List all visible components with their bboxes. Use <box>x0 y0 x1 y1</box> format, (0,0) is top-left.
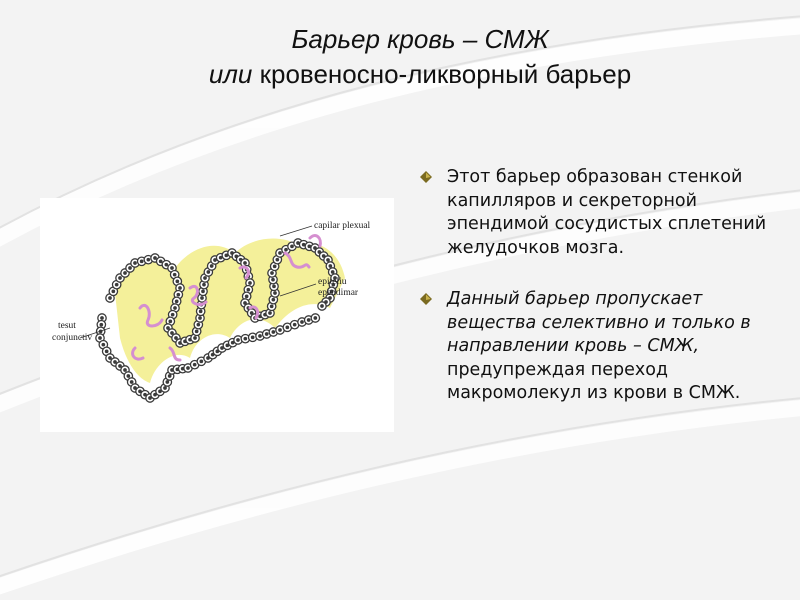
cell-nucleus <box>210 265 212 267</box>
cell-nucleus <box>134 262 136 264</box>
cell-nucleus <box>231 341 233 343</box>
cell-nucleus <box>249 282 251 284</box>
cell-nucleus <box>302 243 304 245</box>
cell-nucleus <box>301 321 303 323</box>
cell-nucleus <box>293 323 295 325</box>
cell-nucleus <box>244 337 246 339</box>
label-tesut: tesut <box>58 321 76 331</box>
cell-nucleus <box>177 293 179 295</box>
cell-nucleus <box>225 254 227 256</box>
cell-nucleus <box>214 259 216 261</box>
cell-nucleus <box>171 313 173 315</box>
cell-nucleus <box>127 375 129 377</box>
cell-nucleus <box>171 332 173 334</box>
cell-nucleus <box>197 323 199 325</box>
label-epiteliu: epiteliu <box>318 277 347 287</box>
cell-nucleus <box>201 297 203 299</box>
cell-nucleus <box>130 381 132 383</box>
cell-nucleus <box>164 387 166 389</box>
cell-nucleus <box>285 248 287 250</box>
cell-nucleus <box>272 331 274 333</box>
cell-nucleus <box>272 298 274 300</box>
cell-nucleus <box>221 347 223 349</box>
title-line-1: Барьер кровь – СМЖ <box>291 24 549 54</box>
bullet-text-1: Этот барьер образован стенкой капилляров и секреторной эпендимой сосудистых сплетений желудочков мозга. <box>447 167 767 258</box>
cell-nucleus <box>204 277 206 279</box>
title-line-2-rest: кровеносно-ликворный барьер <box>252 59 632 89</box>
cell-nucleus <box>175 337 177 339</box>
slide-title <box>0 22 800 92</box>
cell-nucleus <box>129 267 131 269</box>
cell-nucleus <box>173 273 175 275</box>
cell-nucleus <box>159 260 161 262</box>
cell-nucleus <box>307 319 309 321</box>
cell-nucleus <box>187 367 189 369</box>
cell-nucleus <box>331 271 333 273</box>
cell-nucleus <box>199 317 201 319</box>
cell-nucleus <box>202 290 204 292</box>
cell-nucleus <box>115 283 117 285</box>
cell-nucleus <box>165 263 167 265</box>
cell-nucleus <box>193 363 195 365</box>
cell-nucleus <box>176 280 178 282</box>
bullet-item-1 <box>420 166 780 260</box>
cell-nucleus <box>194 337 196 339</box>
cell-nucleus <box>105 350 107 352</box>
cell-nucleus <box>203 283 205 285</box>
choroid-plexus-figure <box>40 198 394 432</box>
cell-nucleus <box>100 323 102 325</box>
label-conjunctiv: conjunctiv <box>52 333 93 343</box>
cell-nucleus <box>297 242 299 244</box>
cell-nucleus <box>291 245 293 247</box>
cell-nucleus <box>286 326 288 328</box>
cell-nucleus <box>247 288 249 290</box>
cell-nucleus <box>237 339 239 341</box>
cell-nucleus <box>147 258 149 260</box>
cell-nucleus <box>99 337 101 339</box>
cell-nucleus <box>169 320 171 322</box>
cell-nucleus <box>102 343 104 345</box>
bullet-text-2-plain: предупреждая переход макромолекул из крови в СМЖ. <box>447 359 741 403</box>
cell-nucleus <box>273 285 275 287</box>
cell-nucleus <box>274 292 276 294</box>
cell-nucleus <box>269 312 271 314</box>
cell-nucleus <box>245 295 247 297</box>
cell-nucleus <box>226 344 228 346</box>
cell-nucleus <box>114 361 116 363</box>
cell-nucleus <box>327 259 329 261</box>
cell-nucleus <box>219 256 221 258</box>
cell-nucleus <box>272 278 274 280</box>
cell-nucleus <box>314 317 316 319</box>
cell-nucleus <box>101 317 103 319</box>
bullet-diamond-icon <box>420 293 432 305</box>
title-line-2 <box>0 56 800 92</box>
cell-nucleus <box>179 287 181 289</box>
cell-nucleus <box>168 375 170 377</box>
cell-nucleus <box>112 290 114 292</box>
cell-nucleus <box>167 327 169 329</box>
cell-nucleus <box>171 267 173 269</box>
cell-nucleus <box>175 300 177 302</box>
cell-nucleus <box>140 260 142 262</box>
cell-nucleus <box>276 258 278 260</box>
label-ependimar: ependimar <box>318 288 359 298</box>
cell-nucleus <box>273 265 275 267</box>
cell-nucleus <box>329 265 331 267</box>
label-capilar: capilar plexual <box>314 221 371 231</box>
title-line-2-italic: или <box>208 59 253 89</box>
cell-nucleus <box>124 369 126 371</box>
cell-nucleus <box>270 305 272 307</box>
bullet-text-2-italic: Данный барьер пропускает вещества селективно и только в направлении кровь – СМЖ, <box>447 289 751 356</box>
cell-nucleus <box>244 262 246 264</box>
cell-nucleus <box>279 329 281 331</box>
cell-nucleus <box>109 357 111 359</box>
cell-nucleus <box>166 381 168 383</box>
cell-nucleus <box>199 310 201 312</box>
cell-nucleus <box>265 333 267 335</box>
cell-nucleus <box>200 360 202 362</box>
bullet-list <box>420 166 780 406</box>
cell-nucleus <box>259 335 261 337</box>
cell-nucleus <box>195 330 197 332</box>
cell-nucleus <box>174 307 176 309</box>
cell-nucleus <box>154 257 156 259</box>
cell-nucleus <box>119 277 121 279</box>
cell-nucleus <box>251 336 253 338</box>
bullet-diamond-icon <box>420 171 432 183</box>
cell-nucleus <box>119 365 121 367</box>
cell-nucleus <box>321 305 323 307</box>
cell-nucleus <box>207 271 209 273</box>
cell-nucleus <box>124 272 126 274</box>
cell-nucleus <box>308 245 310 247</box>
cell-nucleus <box>271 272 273 274</box>
choroid-plexus-diagram <box>40 198 394 432</box>
bullet-item-2 <box>420 288 780 406</box>
cell-nucleus <box>109 297 111 299</box>
cell-nucleus <box>279 252 281 254</box>
